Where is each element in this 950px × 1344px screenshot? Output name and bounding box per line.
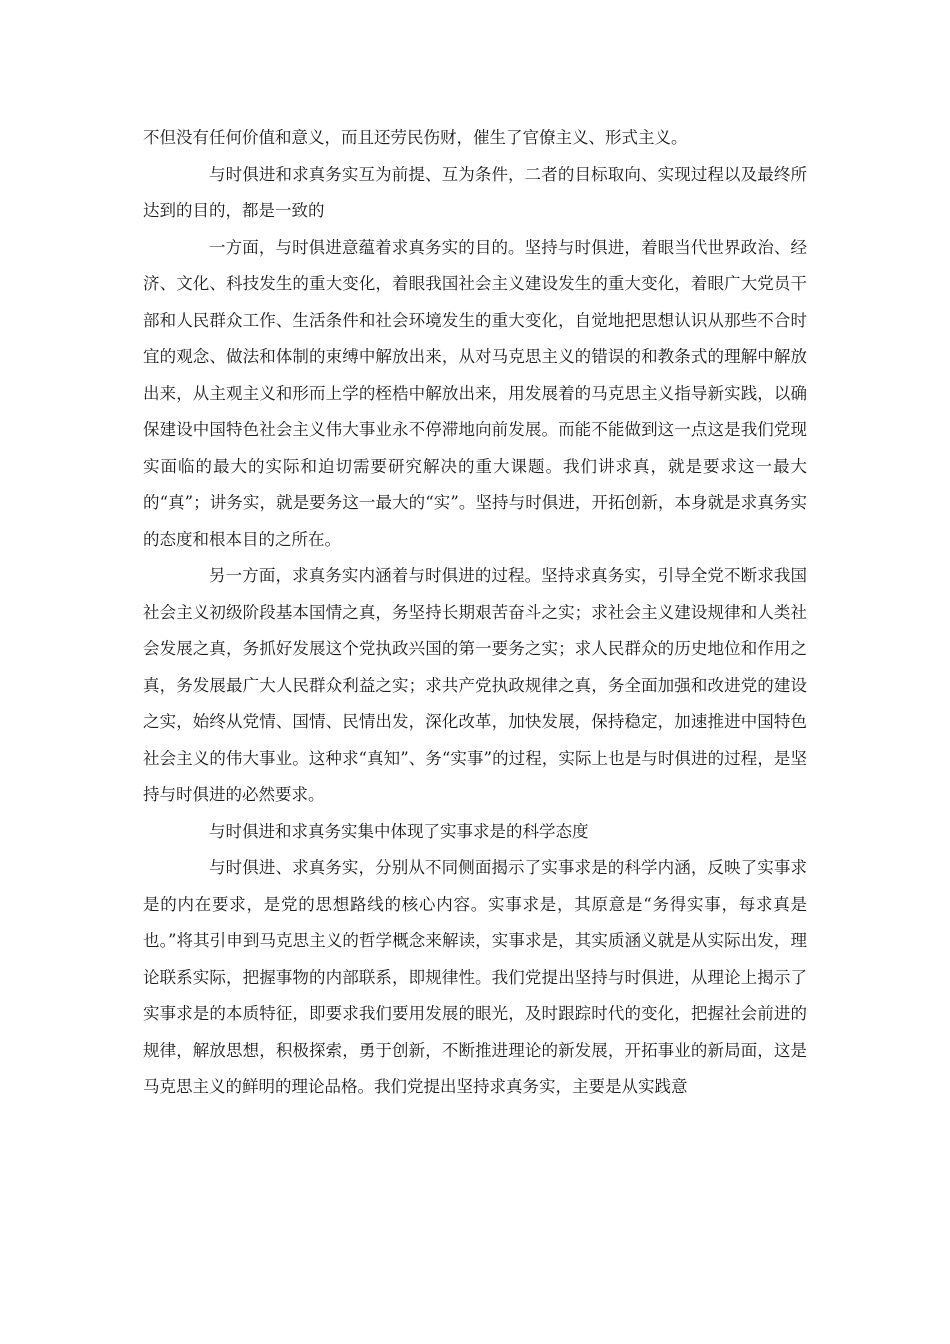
paragraph-2-heading: 与时俱进和求真务实互为前提、互为条件，二者的目标取向、实现过程以及最终所达到的目的，都是一致的 <box>143 164 807 220</box>
document-body <box>143 120 807 1106</box>
paragraph-6: 与时俱进、求真务实，分别从不同侧面揭示了实事求是的科学内涵，反映了实事求是的内在要求，是党的思想路线的核心内容。实事求是，其原意是“务得实事，每求真是也。”将其引申到马克思主义的哲学概念来解读，实事求是，其实质涵义就是从实际出发，理论联系实际，把握事物的内部联系，即规律性。我们党提出坚持与时俱进，从理论上揭示了实事求是的本质特征，即要求我们要用发展的眼光，及时跟踪时代的变化，把握社会前进的规律，解放思想，积极探索，勇于创新，不断推进理论的新发展，开拓事业的新局面，这是马克思主义的鲜明的理论品格。我们党提出坚持求真务实，主要是从实践意 <box>143 858 807 1096</box>
paragraph-5-heading: 与时俱进和求真务实集中体现了实事求是的科学态度 <box>209 821 589 841</box>
paragraph-3: 一方面，与时俱进意蕴着求真务实的目的。坚持与时俱进，着眼当代世界政治、经济、文化、科技发生的重大变化，着眼我国社会主义建设发生的重大变化，着眼广大党员干部和人民群众工作、生活条件和社会环境发生的重大变化，自觉地把思想认识从那些不合时宜的观念、做法和体制的束缚中解放出来，从对马克思主义的错误的和教条式的理解中解放出来，从主观主义和形而上学的桎梏中解放出来，用发展着的马克思主义指导新实践，以确保建设中国特色社会主义伟大事业永不停滞地向前发展。而能不能做到这一点这是我们党现实面临的最大的实际和迫切需要研究解决的重大课题。我们讲求真，就是要求这一最大的“真”；讲务实，就是要务这一最大的“实”。坚持与时俱进，开拓创新，本身就是求真务实的态度和根本目的之所在。 <box>143 237 807 549</box>
paragraph-4: 另一方面，求真务实内涵着与时俱进的过程。坚持求真务实，引导全党不断求我国社会主义初级阶段基本国情之真，务坚持长期艰苦奋斗之实；求社会主义建设规律和人类社会发展之真，务抓好发展这个党执政兴国的第一要务之实；求人民群众的历史地位和作用之真，务发展最广大人民群众利益之实；求共产党执政规律之真，务全面加强和改进党的建设之实，始终从党情、国情、民情出发，深化改革，加快发展，保持稳定，加速推进中国特色社会主义的伟大事业。这种求“真知”、务“实事”的过程，实际上也是与时俱进的过程，是坚持与时俱进的必然要求。 <box>143 566 807 804</box>
paragraph-1: 不但没有任何价值和意义，而且还劳民伤财，催生了官僚主义、形式主义。 <box>143 128 688 147</box>
